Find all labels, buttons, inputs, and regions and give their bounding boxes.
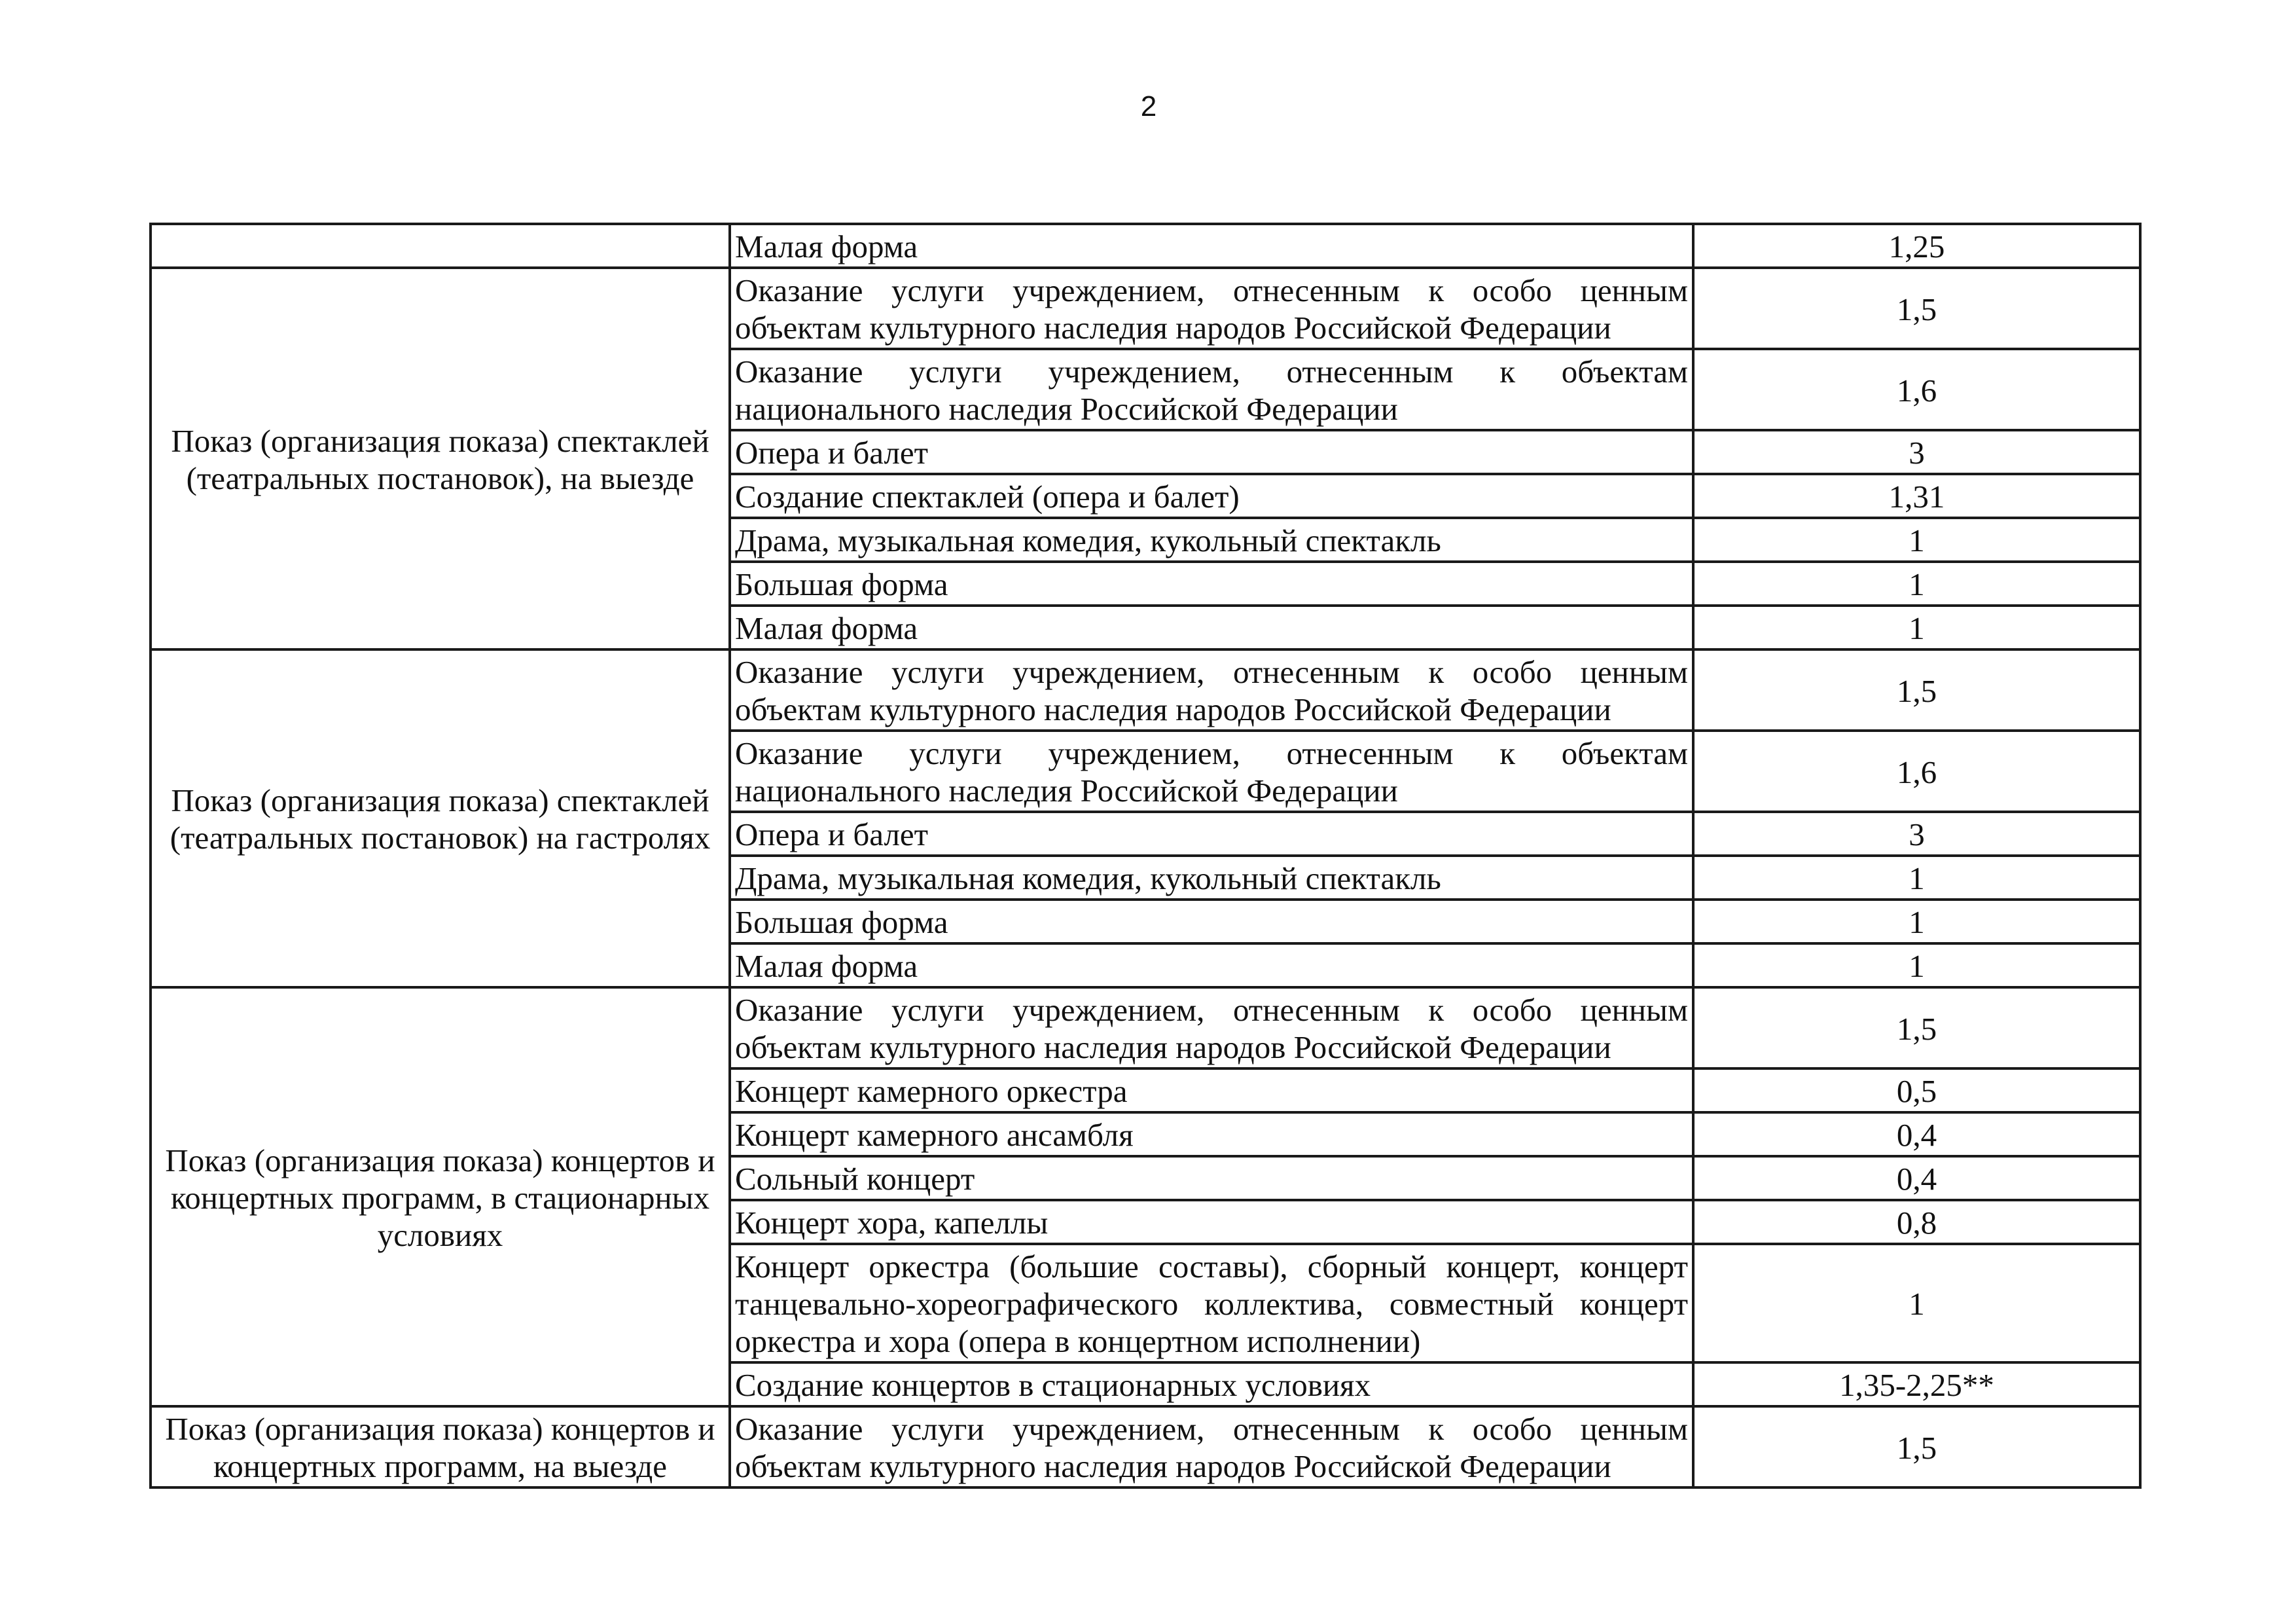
condition-cell: Драма, музыкальная комедия, кукольный спектакль <box>730 518 1693 562</box>
condition-cell: Оказание услуги учреждением, отнесенным к особо ценным объектам культурного наследия народов Российской Федерации <box>730 987 1693 1068</box>
condition-cell: Оказание услуги учреждением, отнесенным к особо ценным объектам культурного наследия народов Российской Федерации <box>730 1406 1693 1487</box>
coefficient-cell: 1 <box>1693 562 2140 606</box>
coefficient-cell: 1 <box>1693 856 2140 900</box>
condition-cell: Оказание услуги учреждением, отнесенным к объектам национального наследия Российской Федерации <box>730 349 1693 430</box>
coefficient-cell: 1,6 <box>1693 731 2140 812</box>
coefficient-cell: 0,4 <box>1693 1156 2140 1200</box>
service-cell: Показ (организация показа) спектаклей (театральных постановок), на выезде <box>151 268 730 649</box>
condition-cell: Создание спектаклей (опера и балет) <box>730 474 1693 518</box>
coefficient-cell: 1,5 <box>1693 268 2140 349</box>
coefficient-cell: 1 <box>1693 606 2140 649</box>
condition-cell: Оказание услуги учреждением, отнесенным к объектам национального наследия Российской Федерации <box>730 731 1693 812</box>
coefficient-cell: 1,5 <box>1693 987 2140 1068</box>
table-row <box>151 268 2140 349</box>
condition-cell: Создание концертов в стационарных условиях <box>730 1362 1693 1406</box>
coefficient-cell: 1,6 <box>1693 349 2140 430</box>
coefficient-cell: 1 <box>1693 900 2140 943</box>
condition-cell: Большая форма <box>730 562 1693 606</box>
condition-cell: Концерт камерного ансамбля <box>730 1112 1693 1156</box>
condition-cell: Концерт хора, капеллы <box>730 1200 1693 1244</box>
coefficients-table <box>149 223 2142 1489</box>
coefficient-cell: 3 <box>1693 812 2140 856</box>
coefficient-cell: 0,5 <box>1693 1068 2140 1112</box>
coefficient-cell: 3 <box>1693 430 2140 474</box>
service-cell <box>151 224 730 268</box>
table-row <box>151 1406 2140 1487</box>
coefficient-cell: 1 <box>1693 943 2140 987</box>
table-row <box>151 224 2140 268</box>
condition-cell: Опера и балет <box>730 812 1693 856</box>
coefficient-cell: 1,5 <box>1693 1406 2140 1487</box>
condition-cell: Оказание услуги учреждением, отнесенным к особо ценным объектам культурного наследия народов Российской Федерации <box>730 268 1693 349</box>
page-number: 2 <box>1140 90 1157 122</box>
condition-cell: Большая форма <box>730 900 1693 943</box>
condition-cell: Опера и балет <box>730 430 1693 474</box>
coefficient-cell: 1,5 <box>1693 649 2140 731</box>
coefficient-cell: 1,25 <box>1693 224 2140 268</box>
table-row <box>151 649 2140 731</box>
service-cell: Показ (организация показа) спектаклей (театральных постановок) на гастролях <box>151 649 730 987</box>
condition-cell: Концерт камерного оркестра <box>730 1068 1693 1112</box>
condition-cell: Сольный концерт <box>730 1156 1693 1200</box>
condition-cell: Малая форма <box>730 943 1693 987</box>
coefficient-cell: 1,31 <box>1693 474 2140 518</box>
condition-cell: Малая форма <box>730 606 1693 649</box>
coefficient-cell: 1,35-2,25** <box>1693 1362 2140 1406</box>
condition-cell: Концерт оркестра (большие составы), сборный концерт, концерт танцевально-хореографического коллектива, совместный концерт оркестра и хора (опера в концертном исполнении) <box>730 1244 1693 1362</box>
service-cell: Показ (организация показа) концертов и концертных программ, на выезде <box>151 1406 730 1487</box>
service-cell: Показ (организация показа) концертов и концертных программ, в стационарных условиях <box>151 987 730 1406</box>
coefficient-cell: 0,4 <box>1693 1112 2140 1156</box>
condition-cell: Малая форма <box>730 224 1693 268</box>
coefficient-cell: 1 <box>1693 518 2140 562</box>
coefficient-cell: 0,8 <box>1693 1200 2140 1244</box>
condition-cell: Оказание услуги учреждением, отнесенным к особо ценным объектам культурного наследия народов Российской Федерации <box>730 649 1693 731</box>
table-row <box>151 987 2140 1068</box>
coefficient-cell: 1 <box>1693 1244 2140 1362</box>
condition-cell: Драма, музыкальная комедия, кукольный спектакль <box>730 856 1693 900</box>
